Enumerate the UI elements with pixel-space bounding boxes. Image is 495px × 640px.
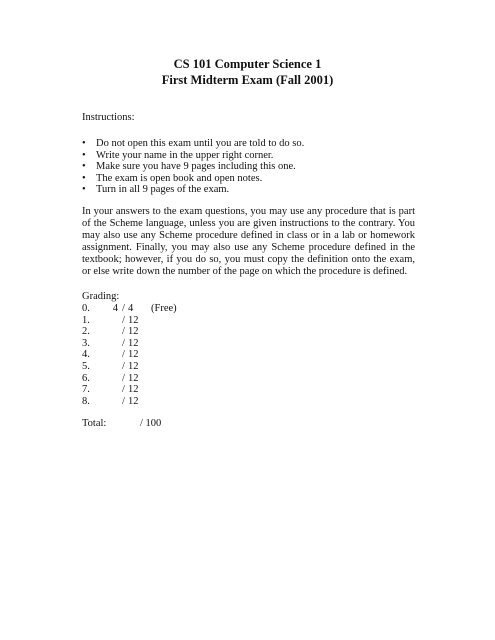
instruction-text: Write your name in the upper right corner. (96, 149, 274, 161)
question-score: 4 (112, 303, 118, 314)
bullet-icon: • (82, 172, 86, 184)
instructions-heading: Instructions: (82, 112, 135, 123)
exam-subtitle: First Midterm Exam (Fall 2001) (161, 73, 334, 87)
score-separator: / (122, 314, 125, 326)
question-number: 2. (82, 326, 90, 338)
instruction-text: Make sure you have 9 pages including this one. (96, 161, 296, 173)
score-separator: / (122, 303, 125, 314)
instruction-item (82, 150, 304, 162)
question-max: 12 (128, 326, 139, 338)
total-value: / 100 (140, 418, 162, 429)
score-separator: / (122, 372, 125, 384)
question-max: 4 (128, 303, 134, 314)
bullet-icon: • (82, 149, 86, 161)
question-note: (Free) (151, 303, 177, 314)
instruction-item (82, 173, 304, 185)
question-number: 8. (82, 395, 90, 407)
instruction-text: Do not open this exam until you are told to do so. (96, 138, 305, 149)
question-number: 7. (82, 384, 90, 396)
instruction-text: The exam is open book and open notes. (96, 172, 263, 184)
bullet-icon: • (82, 161, 86, 173)
instruction-item (82, 184, 304, 196)
total-label: Total: (82, 418, 107, 429)
course-title: CS 101 Computer Science 1 (173, 57, 322, 71)
question-max: 12 (128, 360, 139, 372)
question-max: 12 (128, 372, 139, 384)
score-separator: / (122, 349, 125, 361)
score-separator: / (122, 337, 125, 349)
question-max: 12 (128, 314, 139, 326)
instruction-text: Turn in all 9 pages of the exam. (96, 184, 230, 196)
question-number: 5. (82, 360, 90, 372)
score-separator: / (122, 360, 125, 372)
score-separator: / (122, 326, 125, 338)
bullet-icon: • (82, 184, 86, 196)
score-separator: / (122, 384, 125, 396)
instruction-item (82, 161, 304, 173)
question-max: 12 (128, 395, 139, 407)
question-max: 12 (128, 384, 139, 396)
score-separator: / (122, 395, 125, 407)
procedure-usage-paragraph: In your answers to the exam questions, you may use any procedure that is part of the Scheme language, unless you are given instructions to the contrary. You may also use any Scheme procedure defined in class or in a lab or homework assignment. Finally, you may also use any Scheme procedure defined in the textbook; however, if you do so, you must copy the definition onto the exam, or else write down the number of the page on which the procedure is defined. (82, 206, 415, 277)
question-number: 4. (82, 349, 90, 361)
bullet-icon: • (82, 138, 86, 149)
question-max: 12 (128, 337, 139, 349)
question-max: 12 (128, 349, 139, 361)
instruction-item (82, 138, 304, 150)
question-number: 3. (82, 337, 90, 349)
instructions-list (82, 138, 304, 196)
grading-heading: Grading: (82, 291, 120, 302)
question-number: 0. (82, 303, 90, 314)
exam-title (0, 56, 495, 88)
question-number: 6. (82, 372, 90, 384)
question-number: 1. (82, 314, 90, 326)
